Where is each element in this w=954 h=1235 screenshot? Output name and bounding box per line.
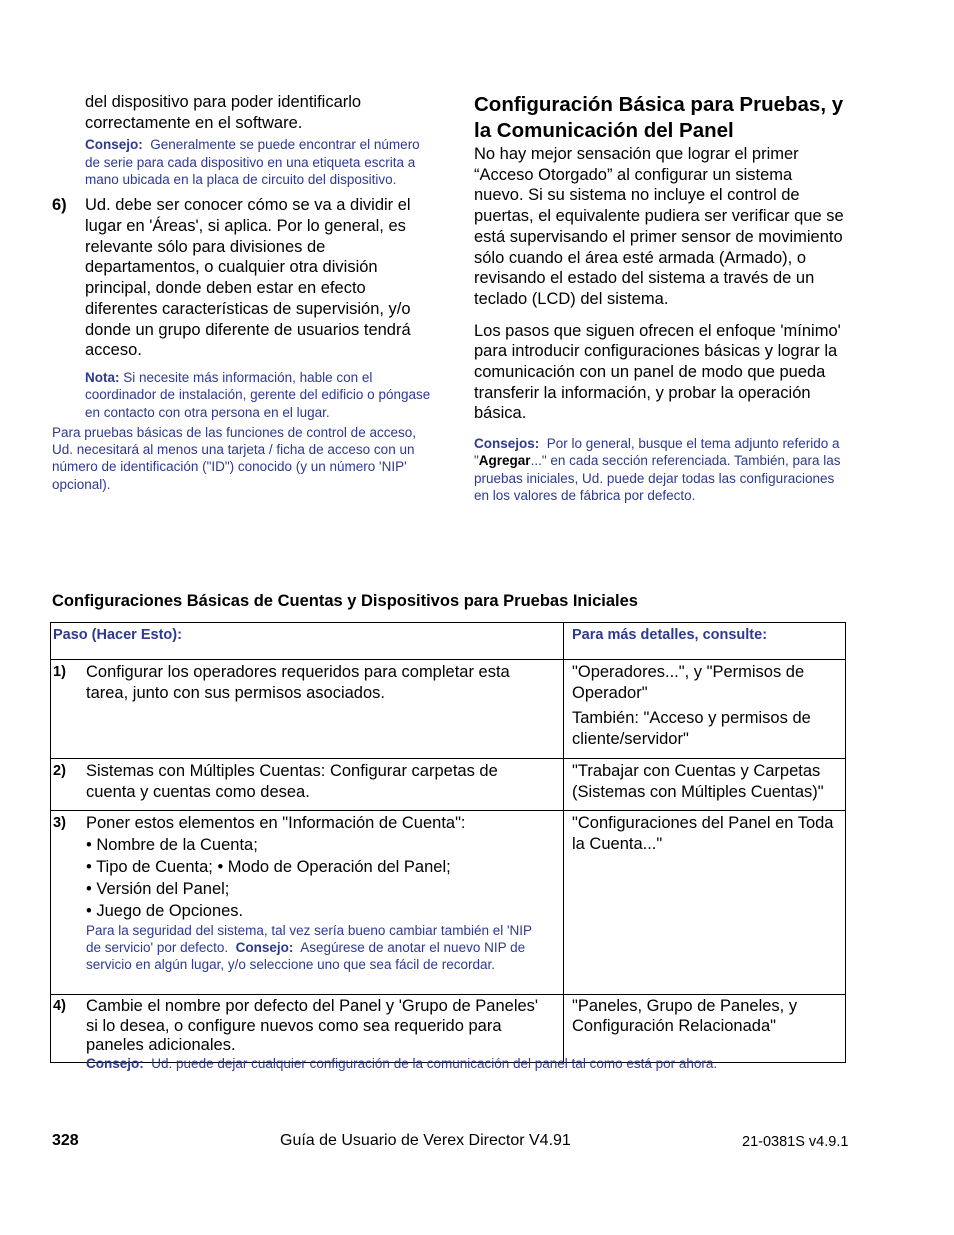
left-column	[52, 92, 432, 493]
intro-text: del dispositivo para poder identificarlo correctamente en el software.	[85, 93, 362, 132]
table-row	[51, 759, 846, 811]
tip-label: Consejo:	[85, 137, 143, 153]
doc-number: 21-0381S v4.9.1	[742, 1134, 849, 1150]
table-row	[51, 660, 846, 759]
row-number: 4)	[53, 998, 66, 1014]
paragraph-2: Los pasos que siguen ofrecen el enfoque 'mínimo' para introducir configuraciones básicas y lograr la comunicación con un panel de modo que pueda transferir la información, y probar la operación básica.	[474, 321, 841, 423]
reference-text: "Operadores...", y "Permisos de Operador"	[572, 663, 805, 702]
security-note-label: Consejo:	[235, 940, 294, 955]
reference-text-2: También: "Acceso y permisos de cliente/servidor"	[572, 709, 811, 749]
note	[85, 369, 432, 421]
bullet-item: • Juego de Opciones.	[86, 901, 244, 920]
step-text: Ud. debe ser conocer cómo se va a dividir el lugar en 'Áreas', si aplica. Por lo general, es relevante sólo para divisiones de departamentos, o cualquier otra división principal, donde deben estar en efecto diferentes características de supervisión, y/o donde un grupo diferente de usuarios tendrá acceso.	[85, 196, 411, 360]
closing-note: Para pruebas básicas de las funciones de control de acceso, Ud. necesitará al menos una tarjeta / ficha de acceso con un número de identificación ("ID") conocido (y un número 'NIP' opcional).	[52, 424, 416, 492]
security-note	[86, 922, 549, 974]
row-text: Poner estos elementos en "Información de Cuenta":	[86, 814, 466, 832]
tips-label: Consejos:	[474, 436, 540, 452]
reference-cell	[564, 759, 846, 811]
tips-note	[474, 435, 846, 504]
step-number: 6)	[52, 196, 67, 215]
tips-text-post: ..." en cada sección referenciada. También, para las pruebas iniciales, Ud. puede dejar todas las configuraciones en los valores de fábrica por defecto.	[474, 453, 841, 504]
header-step: Paso (Hacer Esto):	[51, 623, 564, 660]
bullet-item: • Nombre de la Cuenta;	[86, 835, 258, 854]
row-number: 3)	[53, 815, 66, 831]
row-text: Configurar los operadores requeridos para completar esta tarea, junto con sus permisos asociados.	[86, 663, 510, 702]
security-note-text-2: Asegúrese de anotar el nuevo NIP de servicio en algún lugar, y/o seleccione uno que sea fácil de recordar.	[86, 940, 526, 973]
table-tip-text: Ud. puede dejar cualquier configuración de la comunicación del panel tal como está por ahora.	[151, 1056, 718, 1071]
reference-cell	[564, 811, 846, 995]
step-cell	[51, 759, 564, 811]
page-number: 328	[52, 1132, 79, 1149]
table-row	[51, 995, 846, 1063]
reference-text: "Paneles, Grupo de Paneles, y Configuración Relacionada"	[572, 997, 798, 1035]
header-details: Para más detalles, consulte:	[564, 623, 846, 660]
step-cell	[51, 995, 564, 1063]
row-number: 1)	[53, 664, 66, 680]
paragraph-1: No hay mejor sensación que lograr el primer “Acceso Otorgado” al configurar un sistema nuevo. Si su sistema no incluye el control de puertas, el equivalente pudiera ser verificar que se está supervisando el primer sensor de movimiento sólo cuando el área esté armada (Armado), o revisando el estado del sistema a través de un teclado (LCD) del sistema.	[474, 145, 844, 308]
table-row	[51, 811, 846, 995]
steps-table	[50, 622, 846, 1063]
note-text: Si necesite más información, hable con el coordinador de instalación, gerente del edificio o póngase en contacto con otra persona en el lugar.	[85, 369, 431, 420]
footer-title: Guía de Usuario de Verex Director V4.91	[280, 1132, 571, 1149]
reference-cell	[564, 660, 846, 759]
bullet-item: • Tipo de Cuenta; • Modo de Operación del Panel;	[86, 857, 451, 876]
tip-text: Generalmente se puede encontrar el número de serie para cada dispositivo en una etiqueta escrita a mano ubicada en la placa de circuito del dispositivo.	[85, 137, 420, 187]
step-6	[52, 195, 432, 361]
row-text: Sistemas con Múltiples Cuentas: Configurar carpetas de cuenta y cuentas como desea.	[86, 762, 498, 801]
table-tip	[86, 1055, 846, 1072]
table-tip-label: Consejo:	[86, 1056, 144, 1071]
serial-tip	[85, 136, 432, 188]
reference-cell	[564, 995, 846, 1063]
note-label: Nota:	[85, 369, 120, 385]
step-cell	[51, 811, 564, 995]
section-heading: Configuración Básica para Pruebas, y la Comunicación del Panel	[474, 93, 844, 142]
reference-text: "Configuraciones del Panel en Toda la Cuenta..."	[572, 814, 834, 853]
step-cell	[51, 660, 564, 759]
table-title: Configuraciones Básicas de Cuentas y Dispositivos para Pruebas Iniciales	[52, 592, 638, 610]
security-note-text: Para la seguridad del sistema, tal vez sería bueno cambiar también el 'NIP de servicio' por defecto.	[86, 922, 532, 955]
table-header-row	[51, 623, 846, 660]
row-text: Cambie el nombre por defecto del Panel y 'Grupo de Paneles' si lo desea, o configure nuevos como sea requerido para paneles adicionales.	[86, 997, 539, 1054]
reference-text: "Trabajar con Cuentas y Carpetas (Sistemas con Múltiples Cuentas)"	[572, 762, 824, 801]
bullet-item: • Versión del Panel;	[86, 879, 230, 898]
right-column	[474, 92, 846, 504]
agregar-keyword: Agregar	[478, 453, 531, 469]
row-number: 2)	[53, 763, 66, 779]
tips-text-pre: Por lo general, busque el tema adjunto referido a "	[474, 436, 840, 469]
